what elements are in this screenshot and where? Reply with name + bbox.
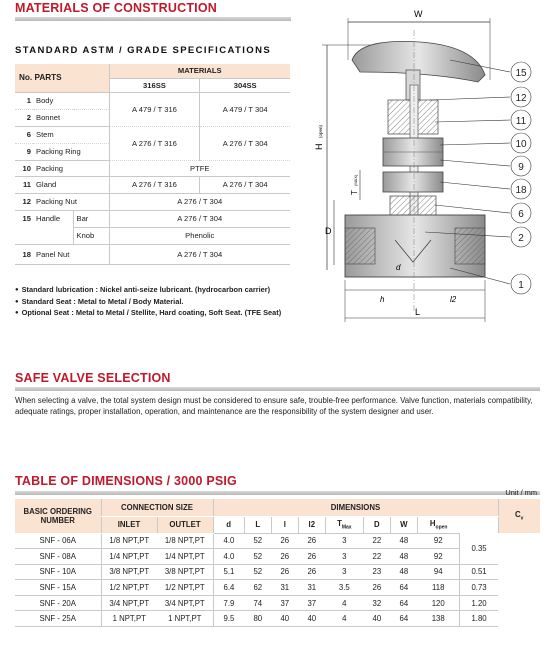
callout-10: 10 <box>515 139 527 150</box>
header-l1: l <box>271 516 298 533</box>
safe-selection-text: When selecting a valve, the total system design must be considered to ensure safe, trouble-free performance. Valve function, materials compatibility, adequate ratings, proper installation, operation, and maintenance are the responsibility of the system designer and user. <box>15 396 533 416</box>
dim-w: 48 <box>390 533 417 549</box>
part-name: Handle <box>33 210 73 244</box>
material-cell: PTFE <box>109 160 290 176</box>
dim-h: 92 <box>417 533 459 549</box>
inlet-size: 3/4 NPT,PT <box>101 595 157 611</box>
dim-l2: 26 <box>298 564 325 580</box>
dim-w: 64 <box>390 595 417 611</box>
diagram-label-l2: l2 <box>450 295 457 304</box>
dim-h: 118 <box>417 580 459 596</box>
dim-h: 138 <box>417 611 459 627</box>
callout-1: 1 <box>518 280 524 291</box>
dim-d: 7.9 <box>213 595 244 611</box>
dim-h: 94 <box>417 564 459 580</box>
safe-selection-rule <box>15 387 540 391</box>
note-item: ● Standard Seat : Metal to Metal / Body Material. <box>15 297 281 309</box>
header-connection-size: CONNECTION SIZE <box>101 499 213 516</box>
dim-l: 52 <box>244 564 271 580</box>
outlet-size: 1/8 NPT,PT <box>157 533 213 549</box>
dim-t: 3 <box>325 533 363 549</box>
cv-value: 0.51 <box>460 564 498 580</box>
header-d-upper: D <box>363 516 390 533</box>
table-row <box>15 533 540 549</box>
part-name: Packing <box>33 160 109 176</box>
header-316ss: 316SS <box>109 78 200 92</box>
part-no: 12 <box>15 193 33 210</box>
part-subname: Knob <box>73 227 109 244</box>
part-name: Stem <box>33 126 109 143</box>
dim-h: 120 <box>417 595 459 611</box>
diagram-label-h-lower: h <box>380 295 385 304</box>
dim-l: 62 <box>244 580 271 596</box>
inlet-size: 3/8 NPT,PT <box>101 564 157 580</box>
dim-w: 48 <box>390 549 417 565</box>
dim-w: 48 <box>390 564 417 580</box>
outlet-size: 1 NPT,PT <box>157 611 213 627</box>
dim-l2: 40 <box>298 611 325 627</box>
header-materials: MATERIALS <box>109 64 290 78</box>
inlet-size: 1/2 NPT,PT <box>101 580 157 596</box>
dim-d-upper: 26 <box>363 580 390 596</box>
callout-9: 9 <box>518 162 524 173</box>
material-cell: A 479 / T 316 <box>109 92 200 126</box>
dim-t: 3.5 <box>325 580 363 596</box>
part-no: 11 <box>15 176 33 193</box>
material-cell: A 276 / T 304 <box>109 210 290 227</box>
diagram-label-d-upper: D <box>325 226 332 236</box>
materials-notes <box>15 285 281 320</box>
header-w: W <box>390 516 417 533</box>
unit-label: Unit / mm <box>505 488 537 497</box>
materials-title: MATERIALS OF CONSTRUCTION <box>15 1 217 15</box>
dim-d: 9.5 <box>213 611 244 627</box>
dim-l2: 37 <box>298 595 325 611</box>
dim-l: 80 <box>244 611 271 627</box>
header-h <box>417 516 459 533</box>
header-outlet: OUTLET <box>157 516 213 533</box>
table-row <box>15 580 540 596</box>
dim-l: 52 <box>244 549 271 565</box>
ordering-number: SNF - 25A <box>15 611 101 627</box>
cv-value: 0.35 <box>460 533 498 564</box>
dim-t: 4 <box>325 595 363 611</box>
diagram-label-l: L <box>415 307 421 317</box>
inlet-size: 1/8 NPT,PT <box>101 533 157 549</box>
callout-11: 11 <box>515 116 527 127</box>
part-no: 2 <box>15 109 33 126</box>
diagram-label-h-open: (open) <box>318 124 323 138</box>
dimensions-table <box>15 499 540 627</box>
dim-d: 4.0 <box>213 533 244 549</box>
dim-l1: 26 <box>271 533 298 549</box>
dim-l2: 26 <box>298 533 325 549</box>
material-cell: A 276 / T 316 <box>109 126 200 160</box>
header-d: d <box>213 516 244 533</box>
materials-subtitle: STANDARD ASTM / GRADE SPECIFICATIONS <box>15 45 272 56</box>
callout-18: 18 <box>515 185 527 196</box>
part-no: 15 <box>15 210 33 244</box>
dim-h: 92 <box>417 549 459 565</box>
dim-l1: 37 <box>271 595 298 611</box>
part-name: Packing Ring <box>33 143 109 160</box>
header-h-sub: open <box>435 524 448 531</box>
note-item: ● Optional Seat : Metal to Metal / Stellite, Hard coating, Soft Seat. (TFE Seat) <box>15 308 281 320</box>
diagram-label-d-lower: d <box>396 263 401 272</box>
part-name: Panel Nut <box>33 244 109 264</box>
header-t-sub: Max <box>341 524 352 531</box>
header-304ss: 304SS <box>200 78 290 92</box>
inlet-size: 1 NPT,PT <box>101 611 157 627</box>
part-name: Packing Nut <box>33 193 109 210</box>
dim-d-upper: 40 <box>363 611 390 627</box>
dim-l2: 26 <box>298 549 325 565</box>
material-cell: A 276 / T 304 <box>109 193 290 210</box>
dim-w: 64 <box>390 580 417 596</box>
header-t <box>325 516 363 533</box>
dim-d-upper: 23 <box>363 564 390 580</box>
callout-6: 6 <box>518 209 524 220</box>
outlet-size: 1/2 NPT,PT <box>157 580 213 596</box>
ordering-number: SNF - 20A <box>15 595 101 611</box>
inlet-size: 1/4 NPT,PT <box>101 549 157 565</box>
ordering-number: SNF - 08A <box>15 549 101 565</box>
header-basic-ordering-number: BASIC ORDERING NUMBER <box>15 499 101 533</box>
table-row <box>15 564 540 580</box>
part-no: 10 <box>15 160 33 176</box>
header-l: L <box>244 516 271 533</box>
dim-l: 74 <box>244 595 271 611</box>
dim-d-upper: 32 <box>363 595 390 611</box>
cv-value: 1.20 <box>460 595 498 611</box>
header-no-parts: No. PARTS <box>15 64 109 92</box>
callout-15: 15 <box>515 68 527 79</box>
outlet-size: 3/8 NPT,PT <box>157 564 213 580</box>
material-cell: A 276 / T 304 <box>200 126 290 160</box>
dim-d-upper: 22 <box>363 549 390 565</box>
dim-l1: 26 <box>271 549 298 565</box>
part-name: Body <box>33 92 109 109</box>
dim-l1: 31 <box>271 580 298 596</box>
diagram-label-t: T <box>350 190 359 195</box>
material-cell: A 479 / T 304 <box>200 92 290 126</box>
material-cell: A 276 / T 316 <box>109 176 200 193</box>
dim-t: 3 <box>325 564 363 580</box>
part-subname: Bar <box>73 210 109 227</box>
table-row <box>15 611 540 627</box>
dim-l: 52 <box>244 533 271 549</box>
header-inlet: INLET <box>101 516 157 533</box>
dim-t: 3 <box>325 549 363 565</box>
material-cell: A 276 / T 304 <box>109 244 290 264</box>
header-l2: l2 <box>298 516 325 533</box>
callout-12: 12 <box>515 93 527 104</box>
header-dimensions: DIMENSIONS <box>213 499 498 516</box>
table-row <box>15 595 540 611</box>
material-cell: A 276 / T 304 <box>200 176 290 193</box>
cv-value: 1.80 <box>460 611 498 627</box>
cv-value: 0.73 <box>460 580 498 596</box>
ordering-number: SNF - 10A <box>15 564 101 580</box>
header-t-main: T <box>337 518 342 528</box>
materials-table <box>15 64 290 265</box>
dim-l2: 31 <box>298 580 325 596</box>
material-cell: Phenolic <box>109 227 290 244</box>
part-no: 1 <box>15 92 33 109</box>
header-cv-sub: v <box>520 515 524 522</box>
dimensions-title-rule <box>15 491 540 495</box>
part-name: Gland <box>33 176 109 193</box>
header-h-main: H <box>429 518 436 528</box>
diagram-label-w: W <box>414 9 423 19</box>
ordering-number: SNF - 06A <box>15 533 101 549</box>
dimensions-title: TABLE OF DIMENSIONS / 3000 PSIG <box>15 474 237 488</box>
ordering-number: SNF - 15A <box>15 580 101 596</box>
dim-d: 4.0 <box>213 549 244 565</box>
dim-l1: 26 <box>271 564 298 580</box>
valve-cross-section-diagram <box>300 0 550 335</box>
part-name: Bonnet <box>33 109 109 126</box>
part-no: 6 <box>15 126 33 143</box>
part-no: 18 <box>15 244 33 264</box>
dim-t: 4 <box>325 611 363 627</box>
header-cv: $C_v$ <box>498 499 540 533</box>
part-no: 9 <box>15 143 33 160</box>
safe-selection-title: SAFE VALVE SELECTION <box>15 371 171 385</box>
diagram-label-h: H <box>314 143 324 150</box>
outlet-size: 1/4 NPT,PT <box>157 549 213 565</box>
materials-title-rule <box>15 17 291 21</box>
dim-d: 6.4 <box>213 580 244 596</box>
diagram-label-t-max: (MAX) <box>353 174 358 186</box>
outlet-size: 3/4 NPT,PT <box>157 595 213 611</box>
note-item: ● Standard lubrication : Nickel anti-seize lubricant. (hydrocarbon carrier) <box>15 285 281 297</box>
dim-d-upper: 22 <box>363 533 390 549</box>
dim-l1: 40 <box>271 611 298 627</box>
callout-2: 2 <box>518 233 524 244</box>
dim-w: 64 <box>390 611 417 627</box>
dim-d: 5.1 <box>213 564 244 580</box>
